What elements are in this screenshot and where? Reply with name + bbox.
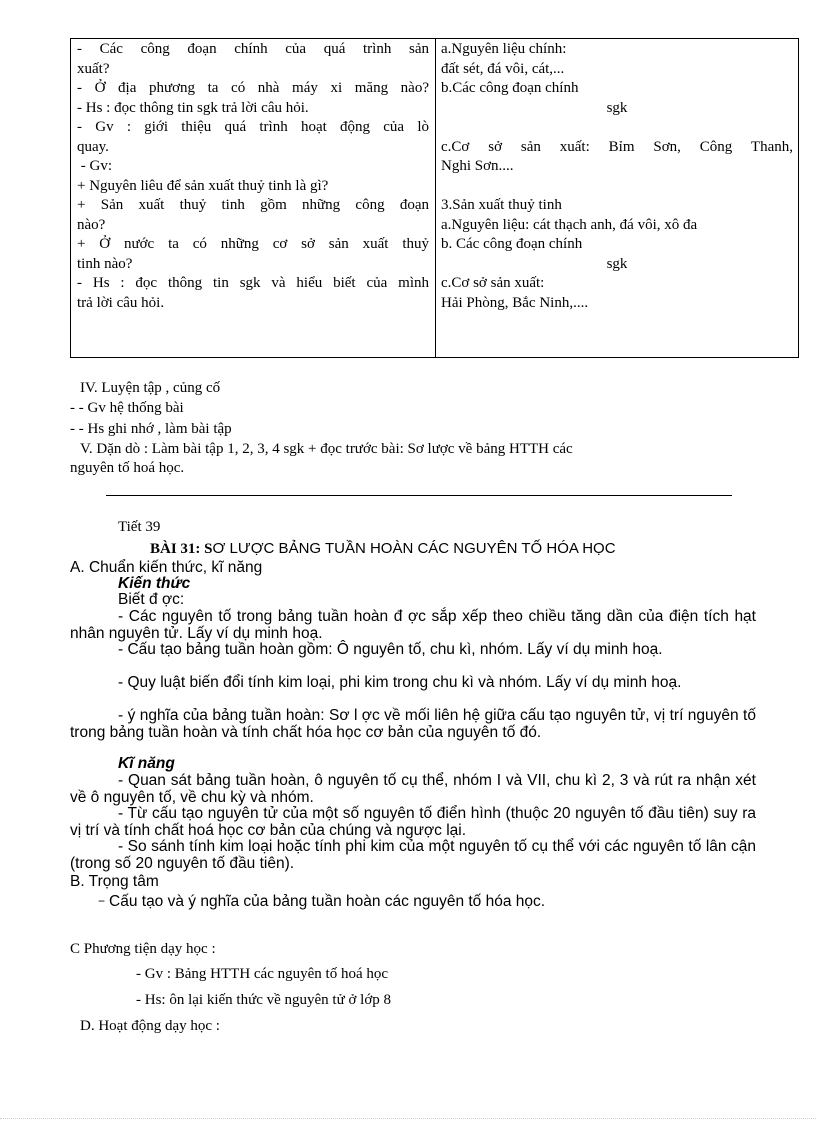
homework-line: nguyên tố hoá học. bbox=[70, 460, 185, 476]
skills-label: Kĩ năng bbox=[118, 755, 175, 772]
period-label: Tiết 39 bbox=[118, 519, 161, 535]
lesson-title bbox=[150, 540, 616, 560]
table-left-line: + Ở nước ta có những cơ sở sản xuất thuỷ bbox=[77, 236, 429, 252]
focus-text: Cấu tạo và ý nghĩa của bảng tuần hoàn các nguyên tố hóa học. bbox=[109, 893, 546, 910]
table-left-line: nào? bbox=[77, 216, 106, 233]
review-item: - - Gv hệ thống bài bbox=[70, 400, 184, 416]
section-d-heading: D. Hoạt động dạy học : bbox=[80, 1018, 220, 1034]
knowledge-item bbox=[70, 642, 756, 659]
knowledge-item bbox=[70, 675, 756, 692]
table-right-line: sgk bbox=[606, 255, 628, 272]
table-right-column bbox=[441, 40, 793, 313]
knowledge-item-text: - Quy luật biến đổi tính kim loại, phi kim trong chu kì và nhóm. Lấy ví dụ minh hoạ. bbox=[118, 674, 682, 691]
table-left-line: - Gv: bbox=[77, 158, 112, 174]
table-right-line: sgk bbox=[606, 99, 628, 116]
table-right-line: a.Nguyên liệu: cát thạch anh, đá vôi, xô đa bbox=[441, 216, 698, 233]
skill-item-text: - So sánh tính kim loại hoặc tính phi kim của một nguyên tố cụ thể với các nguyên tố lân cận (trong số 20 nguyên tố đầu tiên). bbox=[70, 838, 756, 872]
table-left-column bbox=[77, 40, 429, 313]
table-left-line: trả lời câu hỏi. bbox=[77, 294, 165, 311]
table-left-line: - Hs : đọc thông tin sgk trả lời câu hỏi. bbox=[77, 99, 309, 116]
table-left-line: + Nguyên liêu để sản xuất thuỷ tinh là gì? bbox=[77, 177, 329, 194]
skill-item-text: - Từ cấu tạo nguyên tử của một số nguyên tố điển hình (thuộc 20 nguyên tố đầu tiên) suy ra vị trí và tính chất hoá học cơ bản của chúng và ngược lại. bbox=[70, 805, 756, 839]
table-right-line: Nghi Sơn.... bbox=[441, 158, 514, 174]
page-bottom-border bbox=[0, 1118, 816, 1119]
tool-item: - Gv : Bảng HTTH các nguyên tố hoá học bbox=[136, 966, 389, 982]
table-left-line: + Sản xuất thuỷ tinh gồm những công đoạn bbox=[77, 197, 429, 213]
review-item: - - Hs ghi nhớ , làm bài tập bbox=[70, 421, 232, 437]
knowledge-item bbox=[70, 708, 756, 741]
table-right-line: b.Các công đoạn chính bbox=[441, 80, 579, 96]
section-a-heading: A. Chuẩn kiến thức, kĩ năng bbox=[70, 559, 263, 576]
table-right-line: Hải Phòng, Bắc Ninh,.... bbox=[441, 294, 589, 311]
table-right-line: c.Cơ sở sản xuất: Bỉm Sơn, Công Thanh, bbox=[441, 138, 793, 155]
skill-item bbox=[70, 806, 756, 839]
knowledge-item-text: - Cấu tạo bảng tuần hoàn gồm: Ô nguyên tố, chu kì, nhóm. Lấy ví dụ minh hoạ. bbox=[118, 641, 663, 658]
table-left-line: tinh nào? bbox=[77, 255, 133, 272]
table-left-line: - Các công đoạn chính của quá trình sản bbox=[77, 41, 429, 57]
lesson-title-rest: Ơ LƯỢC BẢNG TUẦN HOÀN CÁC NGUYÊN TỐ HÓA HỌC bbox=[212, 540, 616, 557]
know-label: Biết đ ợc: bbox=[118, 591, 185, 608]
table-right-line bbox=[441, 118, 793, 138]
knowledge-label: Kiến thức bbox=[118, 575, 191, 592]
lesson-title-prefix: BÀI 31: S bbox=[150, 541, 213, 557]
review-heading: IV. Luyện tập , củng cố bbox=[80, 380, 221, 396]
table-left-line: - Hs : đọc thông tin sgk và hiểu biết của mình bbox=[77, 275, 429, 291]
knowledge-item-text: - ý nghĩa của bảng tuần hoàn: Sơ l ợc về mối liên hệ giữa cấu tạo nguyên tử, vị trí nguyên tố trong bảng tuần hoàn và tính chất hóa học cơ bản của nguyên tố đó. bbox=[70, 707, 756, 741]
focus-item bbox=[98, 893, 545, 911]
table-right-line: c.Cơ sở sản xuất: bbox=[441, 275, 545, 291]
homework-line: V. Dặn dò : Làm bài tập 1, 2, 3, 4 sgk + đọc trước bài: Sơ lược về bảng HTTH các bbox=[80, 441, 573, 457]
table-left-line: - Ở địa phương ta có nhà máy xi măng nào? bbox=[77, 80, 429, 96]
table-left-line: quay. bbox=[77, 138, 109, 155]
section-divider bbox=[106, 495, 732, 496]
table-column-divider bbox=[435, 39, 436, 357]
table-right-line: 3.Sản xuất thuỷ tinh bbox=[441, 197, 562, 213]
section-b-heading: B. Trọng tâm bbox=[70, 873, 159, 890]
knowledge-item bbox=[70, 609, 756, 642]
table-right-line: đất sét, đá vôi, cát,... bbox=[441, 60, 565, 77]
focus-bullet: − bbox=[98, 894, 106, 908]
table-right-line: a.Nguyên liệu chính: bbox=[441, 41, 567, 57]
knowledge-item-text: - Các nguyên tố trong bảng tuần hoàn đ ợc sắp xếp theo chiều tăng dần của điện tích hạt nhân nguyên tử. Lấy ví dụ minh hoạ. bbox=[70, 608, 756, 642]
tool-item: - Hs: ôn lại kiến thức về nguyên tử ở lớp 8 bbox=[136, 992, 391, 1008]
skill-item bbox=[70, 773, 756, 806]
table-right-line bbox=[441, 177, 793, 197]
skill-item bbox=[70, 839, 756, 872]
table-left-line: xuất? bbox=[77, 60, 110, 77]
activity-table bbox=[70, 38, 799, 358]
table-right-line: b. Các công đoạn chính bbox=[441, 236, 583, 252]
section-c-heading: C Phương tiện dạy học : bbox=[70, 941, 216, 957]
skill-item-text: - Quan sát bảng tuần hoàn, ô nguyên tố cụ thể, nhóm I và VII, chu kì 2, 3 và rút ra nhận xét về ô nguyên tố, về chu kỳ và nhóm. bbox=[70, 772, 756, 806]
table-left-line: - Gv : giới thiệu quá trình hoạt động của lò bbox=[77, 119, 429, 135]
